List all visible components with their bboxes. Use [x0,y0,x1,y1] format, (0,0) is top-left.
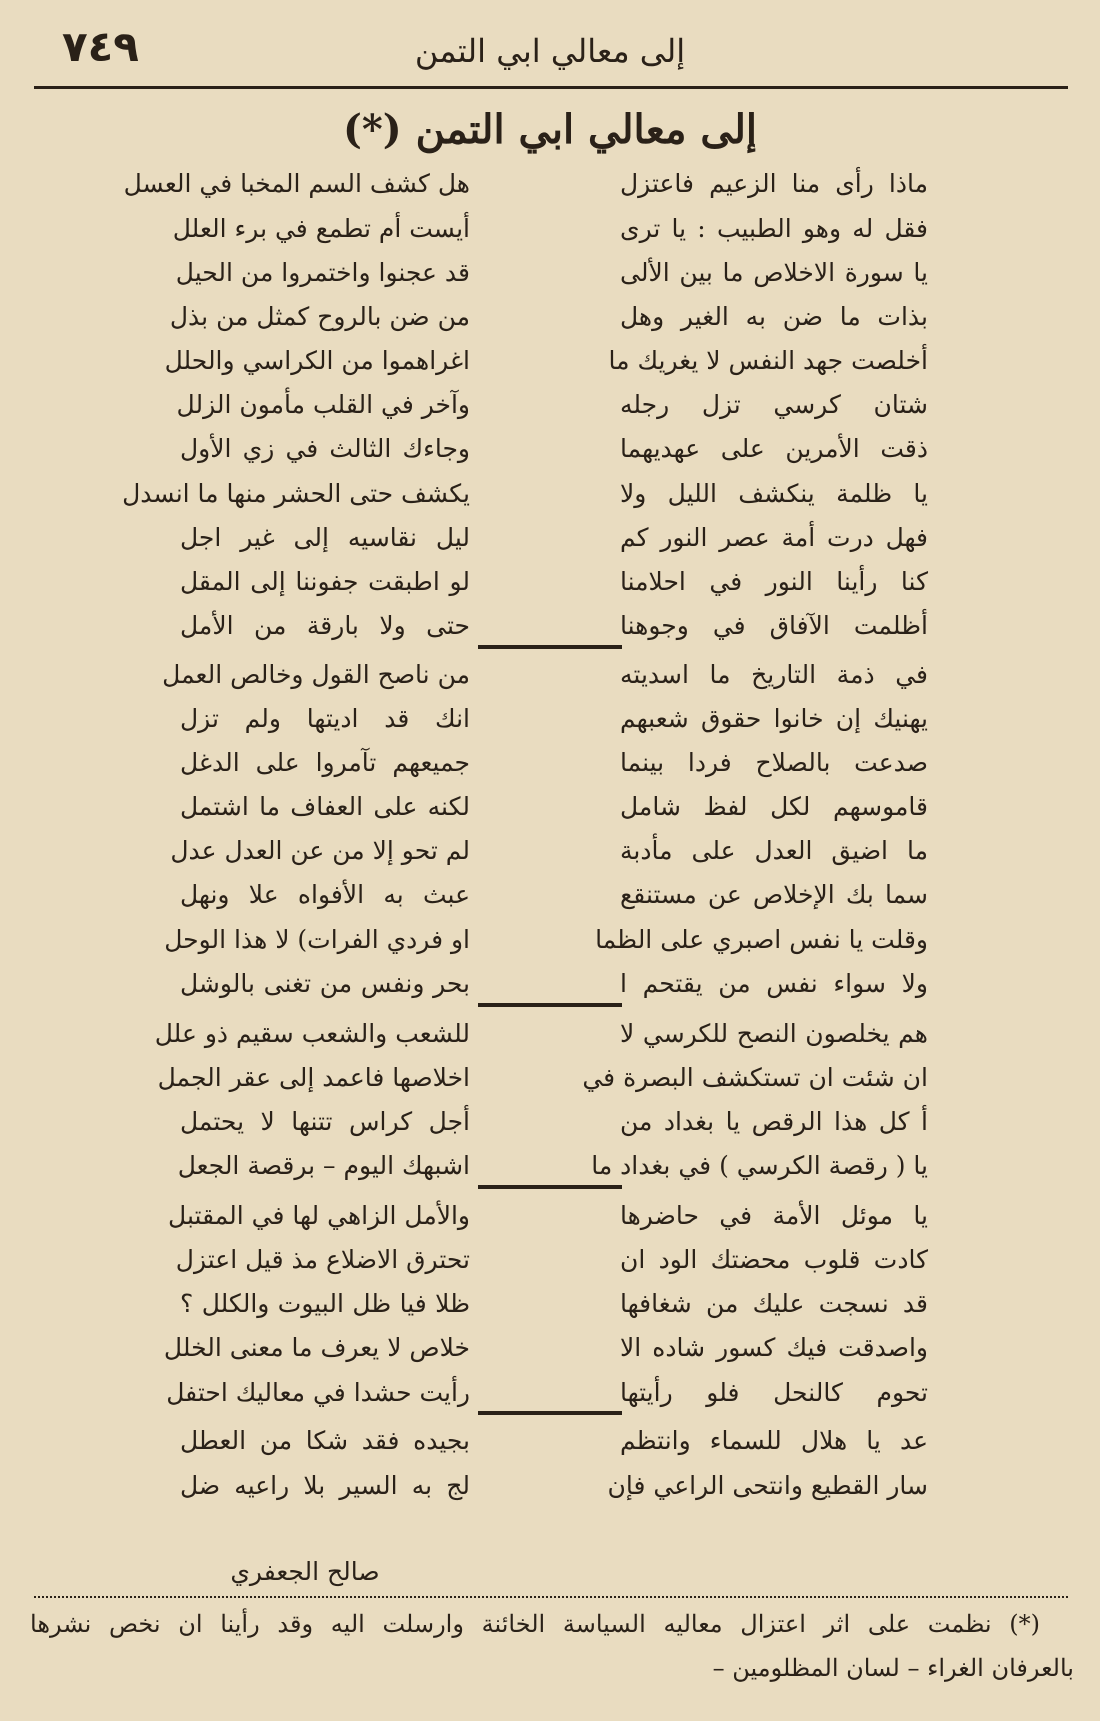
verse-second-hemistich: من ضن بالروح كمثل من بذل [169,302,470,331]
verse-second-hemistich: اشبهك اليوم – برقصة الجعل [177,1151,470,1180]
verse-first-hemistich: أخلصت جهد النفس لا يغريك ما [608,346,928,375]
verse-first-hemistich: يا ظلمة ينكشف الليل ولا [620,479,928,508]
verse-first-hemistich: ان شئت ان تستكشف البصرة في [582,1063,928,1092]
verse-first-hemistich: ما اضيق العدل على مأدبة [620,836,928,865]
verse-second-hemistich: بجيده فقد شكا من العطل [180,1426,470,1455]
footnote-line: بالعرفان الغراء – لسان المظلومين – [712,1654,1074,1682]
verse-first-hemistich: فهل درت أمة عصر النور كم [620,523,928,552]
verse-first-hemistich: فقل له وهو الطبيب : يا ترى [620,214,928,243]
verse-first-hemistich: وقلت يا نفس اصبري على الظما [595,925,928,954]
footnote-line: (*) نظمت على اثر اعتزال معاليه السياسة الخائنة وارسلت اليه وقد رأينا ان نخص نشرها [30,1610,1040,1638]
verse-second-hemistich: حتى ولا بارقة من الأمل [180,611,470,640]
header-rule [34,86,1068,89]
verse-second-hemistich: عبث به الأفواه علا ونهل [180,880,470,909]
verse-second-hemistich: اغراهموا من الكراسي والحلل [164,346,470,375]
verse-first-hemistich: ماذا رأى منا الزعيم فاعتزل [620,169,928,198]
verse-second-hemistich: قد عجنوا واختمروا من الحيل [175,258,470,287]
verse-first-hemistich: شتان كرسي تزل رجله [620,390,928,419]
verse-second-hemistich: وآخر في القلب مأمون الزلل [176,390,470,419]
verse-first-hemistich: يهنيك إن خانوا حقوق شعبهم [620,704,928,733]
verse-first-hemistich: عد يا هلال للسماء وانتظم [620,1426,928,1455]
verse-second-hemistich: للشعب والشعب سقيم ذو علل [154,1019,470,1048]
verse-second-hemistich: خلاص لا يعرف ما معنى الخلل [163,1333,470,1362]
poet-signature: صالح الجعفري [230,1557,380,1586]
verse-first-hemistich: سار القطيع وانتحى الراعي فإن [607,1471,928,1500]
poem-title: إلى معالي ابي التمن (*) [342,106,758,153]
verse-first-hemistich: أظلمت الآفاق في وجوهنا [620,611,928,640]
verse-first-hemistich: تحوم كالنحل فلو رأيتها [620,1378,928,1407]
verse-second-hemistich: أيست أم تطمع في برء العلل [172,214,470,243]
verse-first-hemistich: يا موئل الأمة في حاضرها [620,1201,928,1230]
verse-first-hemistich: كادت قلوب محضتك الود ان [620,1245,928,1274]
verse-first-hemistich: أ كل هذا الرقص يا بغداد من [620,1107,928,1136]
stanza-divider [478,1185,622,1189]
stanza-divider [478,1411,622,1415]
verse-second-hemistich: من ناصح القول وخالص العمل [162,660,470,689]
verse-second-hemistich: بحر ونفس من تغنى بالوشل [180,969,470,998]
verse-first-hemistich: بذات ما ضن به الغير وهل [620,302,928,331]
page-number: ٧٤٩ [62,22,139,71]
verse-first-hemistich: صدعت بالصلاح فردا بينما [620,748,928,777]
verse-second-hemistich: أجل كراس تتنها لا يحتمل [180,1107,470,1136]
verse-first-hemistich: سما بك الإخلاص عن مستنقع [620,880,928,909]
verse-second-hemistich: ظلا فيا ظل البيوت والكلل ؟ [180,1289,470,1318]
stanza-divider [478,645,622,649]
verse-first-hemistich: كنا رأينا النور في احلامنا [620,567,928,596]
verse-second-hemistich: لج به السير بلا راعيه ضل [180,1471,470,1500]
verse-second-hemistich: جميعهم تآمروا على الدغل [180,748,470,777]
verse-second-hemistich: اخلاصها فاعمد إلى عقر الجمل [157,1063,470,1092]
running-title: إلى معالي ابي التمن [414,32,686,70]
verse-first-hemistich: في ذمة التاريخ ما اسديته [620,660,928,689]
verse-first-hemistich: واصدقت فيك كسور شاده الا [620,1333,928,1362]
verse-second-hemistich: تحترق الاضلاع مذ قيل اعتزل [175,1245,470,1274]
verse-second-hemistich: هل كشف السم المخبا في العسل [123,169,470,198]
verse-first-hemistich: يا ( رقصة الكرسي ) في بغداد ما [591,1151,928,1180]
verse-first-hemistich: قاموسهم لكل لفظ شامل [620,792,928,821]
verse-second-hemistich: لكنه على العفاف ما اشتمل [180,792,470,821]
verse-first-hemistich: ذقت الأمرين على عهديهما [620,434,928,463]
stanza-divider [478,1003,622,1007]
verse-second-hemistich: لو اطبقت جفوننا إلى المقل [180,567,470,596]
verse-second-hemistich: لم تحو إلا من عن العدل عدل [170,836,470,865]
verse-second-hemistich: انك قد اديتها ولم تزل [180,704,470,733]
footnote-rule [34,1596,1068,1598]
verse-first-hemistich: يا سورة الاخلاص ما بين الألى [620,258,928,287]
verse-first-hemistich: هم يخلصون النصح للكرسي لا [620,1019,928,1048]
verse-second-hemistich: وجاءك الثالث في زي الأول [180,434,470,463]
verse-first-hemistich: قد نسجت عليك من شغافها [620,1289,928,1318]
verse-first-hemistich: ولا سواء نفس من يقتحم ا [620,969,928,998]
verse-second-hemistich: يكشف حتى الحشر منها ما انسدل [122,479,470,508]
verse-second-hemistich: او فردي الفرات) لا هذا الوحل [164,925,470,954]
verse-second-hemistich: رأيت حشدا في معاليك احتفل [166,1378,470,1407]
verse-second-hemistich: ليل نقاسيه إلى غير اجل [180,523,470,552]
verse-second-hemistich: والأمل الزاهي لها في المقتبل [168,1201,470,1230]
